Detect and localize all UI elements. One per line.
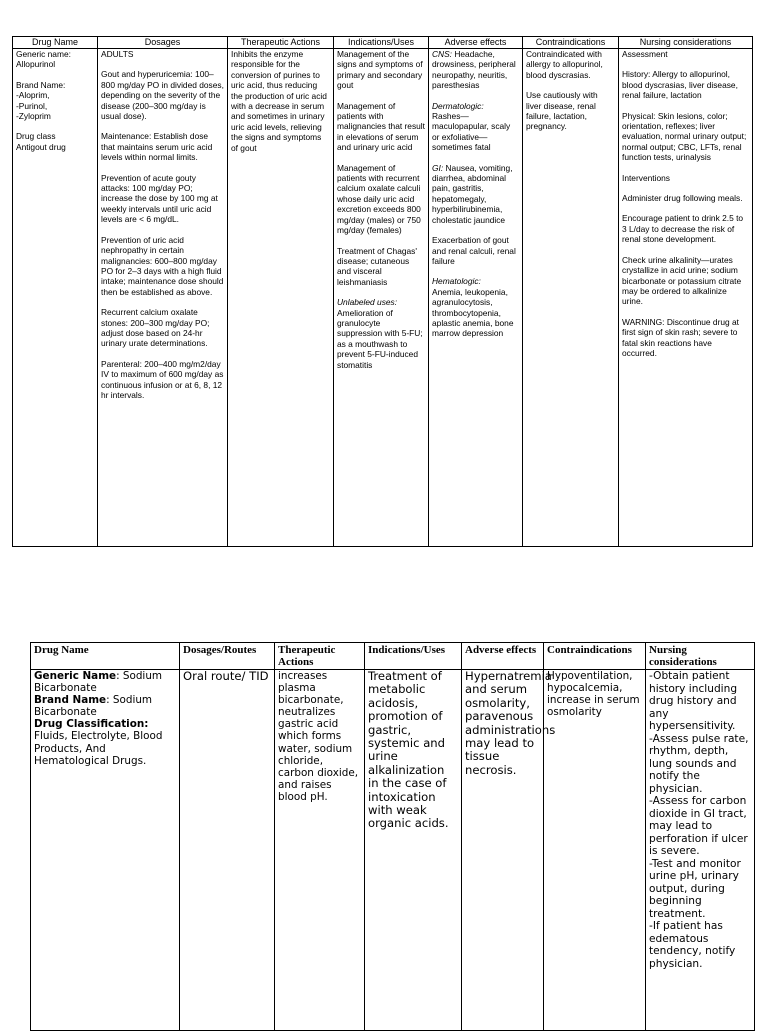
- dosage-item: Parenteral: 200–400 mg/m2/day IV to maximum of 600 mg/day as continuous infusion or at 6, 8, 12 hr intervals.: [101, 358, 224, 400]
- indication-item: Treatment of Chagas' disease; cutaneous and visceral leishmaniasis: [337, 245, 417, 287]
- brand-name: -Aloprim,: [16, 90, 50, 101]
- brand-name-label: Brand Name:: [16, 79, 66, 90]
- allopurinol-drug-table: [12, 36, 753, 547]
- header-nursing-considerations: Nursing considerations: [619, 37, 753, 49]
- contraindications-text: Hypoventilation, hypocalcemia, increase in serum osmolarity: [547, 670, 640, 719]
- dosage-item: Maintenance: Establish dose that maintains serum uric acid levels within normal limits.: [101, 131, 213, 163]
- indication-item: Management of the signs and symptoms of primary and secondary gout: [337, 49, 423, 91]
- table-header-row: [13, 37, 753, 49]
- header-dosages-routes: Dosages/Routes: [180, 643, 275, 670]
- generic-name: Allopurinol: [16, 59, 56, 70]
- adverse-gi: [432, 163, 519, 225]
- nursing-item: Check urine alkalinity—urates crystallize in acid urine; sodium bicarbonate or potassium citrate may be ordered to alkalinize urine.: [622, 254, 742, 307]
- adverse-text: Hypernatremia and serum osmolarity, paravenous administrations may lead to tissue necrosis.: [465, 669, 556, 777]
- nursing-item: Administer drug following meals.: [622, 193, 743, 204]
- generic-name: [34, 670, 176, 694]
- nursing-heading-interventions: Interventions: [622, 172, 670, 183]
- header-adverse-effects: Adverse effects: [462, 643, 544, 670]
- header-indications: Indications/Uses: [365, 643, 462, 670]
- table-header-row: [31, 643, 755, 670]
- nursing-considerations-cell: [646, 670, 755, 1031]
- table-row: [13, 49, 753, 547]
- drug-class: Antigout drug: [16, 141, 66, 152]
- adverse-hema-label: Hematologic:: [432, 276, 481, 287]
- dosage-item: Prevention of acute gouty attacks: 100 mg/day PO; increase the dose by 100 mg at weekly intervals until uric acid levels are < 6 mg/dL.: [101, 172, 218, 225]
- indications-cell: [334, 49, 429, 547]
- dosage-item: Recurrent calcium oxalate stones: 200–300 mg/day PO; adjust dose based on 24-hr urinary urate determinations.: [101, 307, 210, 349]
- nursing-item: -Assess pulse rate, rhythm, depth, lung sounds and notify the physician.: [649, 732, 749, 795]
- header-nursing-considerations: Nursing considerations: [646, 643, 755, 670]
- adverse-cns-text: Headache, drowsiness, peripheral neuropathy, neuritis, paresthesias: [432, 49, 516, 91]
- actions-text: increases plasma bicarbonate, neutralizes gastric acid which forms water, sodium chloride, carbon dioxide, and raises blood pH.: [278, 670, 359, 803]
- dosages-cell: [98, 49, 228, 547]
- header-drug-name: Drug Name: [13, 37, 98, 49]
- adverse-exacerbation: Exacerbation of gout and renal calculi, renal failure: [432, 235, 516, 266]
- adverse-derm-text: Rashes—maculopapular, scaly or exfoliative—sometimes fatal: [432, 111, 511, 153]
- actions-text: Inhibits the enzyme responsible for the conversion of purines to uric acid, thus reducing the production of uric acid with a decrease in serum and sometimes in urinary uric acid levels, relieving the signs and symptoms of gout: [231, 49, 327, 153]
- brand-name-label: Brand Name: [34, 694, 107, 707]
- header-drug-name: Drug Name: [31, 643, 180, 670]
- drug-class: [34, 718, 176, 730]
- dosage-cell: [180, 670, 275, 1031]
- unlabeled-uses-label: Unlabeled uses:: [337, 297, 398, 308]
- nursing-warning: WARNING: Discontinue drug at first sign of skin rash; severe to fatal skin reactions have occurred.: [622, 316, 739, 358]
- drug-name-cell: [13, 49, 98, 547]
- contraindications-cell: [544, 670, 646, 1031]
- adverse-derm: [432, 101, 519, 111]
- drug-class-label: Drug class: [16, 131, 56, 142]
- dosage-text: Oral route/ TID: [183, 669, 269, 683]
- adverse-derm-label: Dermatologic:: [432, 100, 484, 111]
- generic-name-value: : Sodium Bicarbonate: [34, 670, 163, 695]
- nursing-item: -Obtain patient history including drug history and any hypersensitivity.: [649, 670, 738, 732]
- indication-item: Management of patients with malignancies that result in elevations of serum and urinary uric acid: [337, 100, 425, 153]
- drug-class-label: Drug Classification:: [34, 718, 149, 731]
- adverse-gi-label: GI:: [432, 162, 444, 173]
- nursing-item: -Assess for carbon dioxide in GI tract, may lead to perforation if ulcer is severe.: [649, 795, 748, 857]
- nursing-heading-assessment: Assessment: [622, 49, 668, 59]
- header-contraindications: Contraindications: [523, 37, 619, 49]
- table-row: [31, 670, 755, 1031]
- brand-name: [34, 694, 176, 718]
- indications-text: Treatment of metabolic acidosis, promotion of gastric, systemic and urine alkalinization in the case of intoxication with weak organic acids.: [368, 669, 449, 831]
- generic-name-label: Generic name:: [16, 49, 71, 59]
- drug-class-value: Fluids, Electrolyte, Blood Products, And Hematological Drugs.: [34, 730, 163, 767]
- dosage-heading: ADULTS: [101, 49, 134, 59]
- contraindication-item: Use cautiously with liver disease, renal failure, lactation, pregnancy.: [526, 90, 598, 132]
- header-indications: Indications/Uses: [334, 37, 429, 49]
- nursing-item: -If patient has edematous tendency, notify physician.: [649, 920, 736, 970]
- dosage-item: Gout and hyperuricemia: 100–800 mg/day PO in divided doses, depending on the severity of the disease (200–300 mg/day is usual dose).: [101, 69, 224, 122]
- indication-item: Management of patients with recurrent calcium oxalate calculi whose daily uric acid excretion exceeds 800 mg/day (males) or 750 mg/day (females): [337, 162, 421, 236]
- header-therapeutic-actions: Therapeutic Actions: [228, 37, 334, 49]
- header-adverse-effects: Adverse effects: [429, 37, 523, 49]
- unlabeled-uses-text: Amelioration of granulocyte suppression with 5-FU; as a mouthwash to prevent 5-FU-induced stomatitis: [337, 307, 423, 370]
- brand-name-value: : Sodium Bicarbonate: [34, 694, 153, 719]
- unlabeled-uses: [337, 297, 425, 307]
- nursing-item: History: Allergy to allopurinol, blood dyscrasias, liver disease, renal failure, lactation: [622, 69, 738, 101]
- adverse-cns: [432, 49, 519, 91]
- contraindication-item: Contraindicated with allergy to allopurinol, blood dyscrasias.: [526, 49, 603, 80]
- therapeutic-actions-cell: [275, 670, 365, 1031]
- header-contraindications: Contraindications: [544, 643, 646, 670]
- sodium-bicarbonate-drug-table: [30, 642, 755, 1031]
- contraindications-cell: [523, 49, 619, 547]
- therapeutic-actions-cell: [228, 49, 334, 547]
- indications-cell: [365, 670, 462, 1031]
- generic-name-label: Generic Name: [34, 670, 117, 682]
- nursing-item: -Test and monitor urine pH, urinary output, during beginning treatment.: [649, 857, 741, 920]
- drug-name-cell: [31, 670, 180, 1031]
- adverse-effects-cell: [429, 49, 523, 547]
- header-dosages: Dosages: [98, 37, 228, 49]
- adverse-cns-label: CNS:: [432, 49, 453, 59]
- header-therapeutic-actions: Therapeutic Actions: [275, 643, 365, 670]
- adverse-effects-cell: [462, 669, 556, 1031]
- adverse-hema: [432, 276, 519, 286]
- dosage-item: Prevention of uric acid nephropathy in certain malignancies: 600–800 mg/day PO for 2–3 days with a high fluid intake; maintenance dose should then be established as above.: [101, 234, 224, 297]
- nursing-item: Encourage patient to drink 2.5 to 3 L/day to decrease the risk of renal stone development.: [622, 213, 744, 245]
- nursing-considerations-cell: [619, 49, 753, 547]
- brand-name: -Zyloprim: [16, 111, 51, 122]
- adverse-hema-text: Anemia, leukopenia, agranulocytosis, thrombocytopenia, aplastic anemia, bone marrow depression: [432, 286, 514, 339]
- brand-name: -Purinol,: [16, 100, 48, 111]
- adverse-gi-text: Nausea, vomiting, diarrhea, abdominal pain, gastritis, hepatomegaly, hyperbilirubinemia, cholestatic jaundice: [432, 162, 513, 225]
- nursing-item: Physical: Skin lesions, color; orientation, reflexes; liver evaluation, normal urinary output; normal output; CBC, LFTs, renal function tests, urinalysis: [622, 110, 747, 163]
